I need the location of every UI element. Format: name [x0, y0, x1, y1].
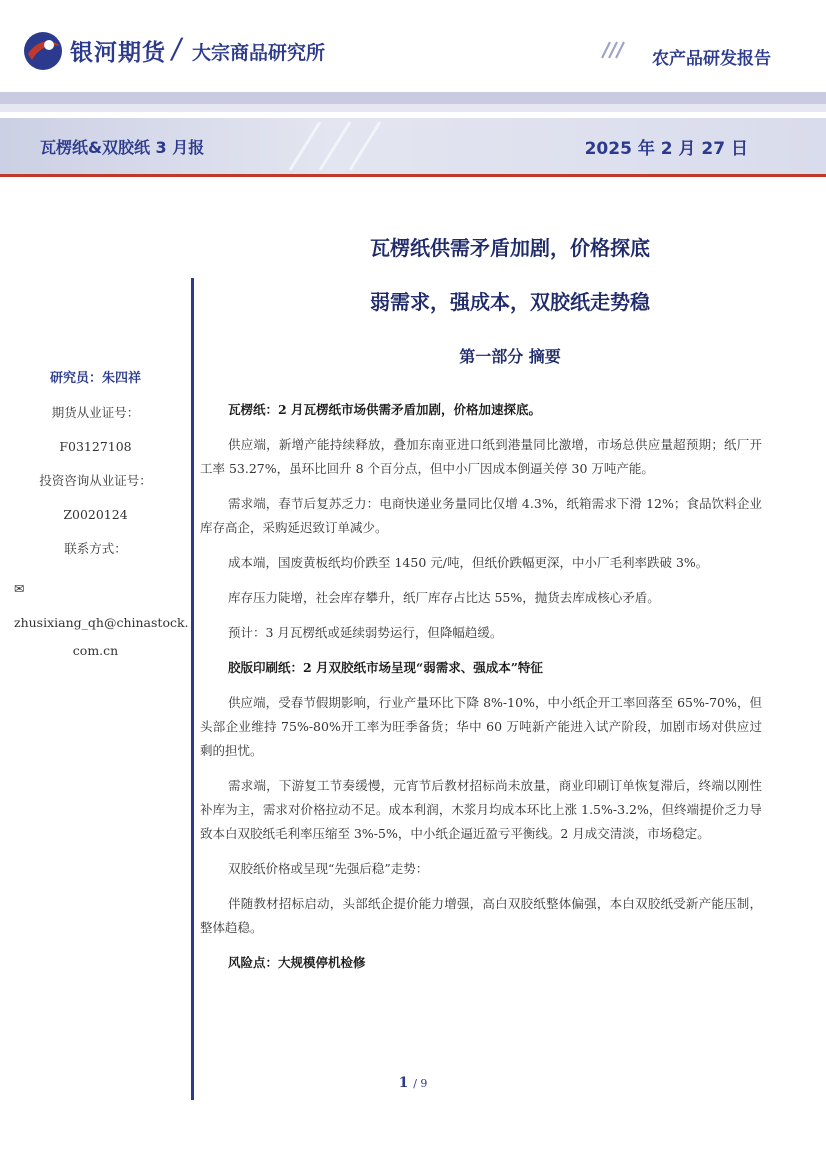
summary-body: [200, 398, 762, 986]
license-label: 期货从业证号：: [51, 405, 140, 420]
brand-name: 银河期货: [70, 40, 166, 66]
advisory-label: 投资咨询从业证号：: [39, 473, 152, 488]
contact-email[interactable]: [0, 572, 191, 640]
document-date: 2025 年 2 月 27 日: [584, 139, 748, 159]
page-header: [0, 0, 826, 96]
current-page: 1: [398, 1075, 409, 1091]
decorative-stripes-icon: [600, 40, 626, 60]
paragraph: 预计：3 月瓦楞纸或延续弱势运行，但降幅趋缓。: [228, 625, 503, 640]
sidebar-divider: [191, 278, 194, 1100]
paragraph: 需求端，下游复工节奏缓慢，元宵节后教材招标尚未放量，商业印刷订单恢复滞后，终端以刚性补库为主，需求对价格拉动不足。成本利润，木浆月均成本环比上涨 1.5%-3.2%，但终端提价乏力导致本白双胶纸毛利率压缩至 3%-5%，中小纸企逼近盈亏平衡线。2 月成交清淡，市场稳定。: [200, 778, 762, 841]
headline-1: 瓦楞纸供需矛盾加剧，价格探底: [370, 236, 650, 260]
document-title: 瓦楞纸&双胶纸 3 月报: [40, 138, 205, 157]
galaxy-logo-icon: [22, 30, 64, 72]
report-type: 农产品研发报告: [652, 49, 771, 69]
paragraph: 需求端，春节后复苏乏力：电商快递业务量同比仅增 4.3%，纸箱需求下滑 12%；食品饮料企业库存高企，采购延迟致订单减少。: [200, 496, 762, 535]
headline-2: 弱需求，强成本，双胶纸走势稳: [370, 290, 650, 314]
paragraph: 风险点：大规模停机检修: [228, 955, 366, 970]
paragraph: 瓦楞纸：2 月瓦楞纸市场供需矛盾加剧，价格加速探底。: [228, 402, 542, 417]
brand-divider: /: [169, 32, 185, 65]
paragraph: 双胶纸价格或呈现“先强后稳”走势：: [228, 861, 429, 876]
institute-name: 大宗商品研究所: [192, 42, 326, 64]
email-line1: zhusixiang_qh@chinastock.: [14, 615, 189, 630]
section-heading: 第一部分 摘要: [459, 347, 561, 366]
author-sidebar: [0, 368, 191, 674]
red-divider: [0, 174, 826, 177]
decorative-stripes-icon: [280, 118, 400, 174]
email-line2[interactable]: com.cn: [72, 643, 119, 658]
paragraph: 胶版印刷纸：2 月双胶纸市场呈现“弱需求、强成本”特征: [228, 660, 543, 675]
paragraph: 库存压力陡增，社会库存攀升，纸厂库存占比达 55%，抛货去库成核心矛盾。: [228, 590, 660, 605]
page-number: [0, 1075, 826, 1091]
license-number: F03127108: [59, 439, 132, 454]
paragraph: 供应端，受春节假期影响，行业产量环比下降 8%-10%，中小纸企开工率回落至 65%-70%，但头部企业维持 75%-80%开工率为旺季备货；华中 60 万吨新产能进入试产阶段，加剧市场对供应过剩的担忧。: [200, 695, 762, 758]
envelope-icon: ✉: [14, 581, 25, 596]
advisory-number: Z0020124: [63, 507, 128, 522]
contact-label: 联系方式：: [64, 541, 127, 556]
researcher-name: 研究员：朱四祥: [49, 371, 141, 386]
header-band-light: [0, 104, 826, 112]
title-bar: [0, 118, 826, 174]
paragraph: 伴随教材招标启动，头部纸企提价能力增强，高白双胶纸整体偏强，本白双胶纸受新产能压制，整体趋稳。: [200, 896, 762, 935]
paragraph: 成本端，国废黄板纸均价跌至 1450 元/吨，但纸价跌幅更深，中小厂毛利率跌破 3%。: [228, 555, 709, 570]
total-pages: / 9: [413, 1077, 428, 1090]
header-band: [0, 92, 826, 104]
paragraph: 供应端，新增产能持续释放，叠加东南亚进口纸到港量同比激增，市场总供应量超预期；纸厂开工率 53.27%，虽环比回升 8 个百分点，但中小厂因成本倒逼关停 30 万吨产能。: [200, 437, 762, 476]
